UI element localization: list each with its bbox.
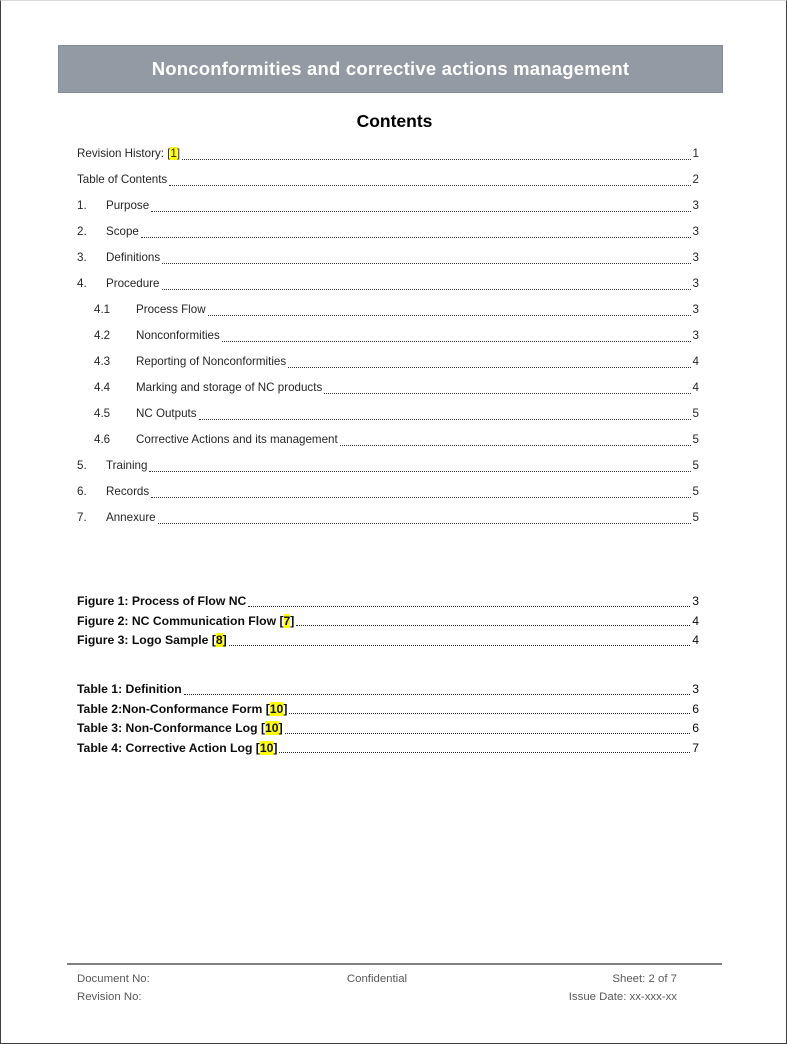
toc-page-number: 3 bbox=[692, 277, 699, 290]
confidential-label: Confidential bbox=[346, 973, 408, 985]
toc-entry-label: Reporting of Nonconformities bbox=[136, 355, 287, 368]
toc-entry-corrective-actions[interactable] bbox=[77, 427, 699, 453]
toc-entry-label: Revision History: [1] bbox=[77, 147, 181, 160]
list-of-tables bbox=[77, 680, 699, 758]
figure-entry-label: Figure 3: Logo Sample [8] bbox=[77, 633, 227, 648]
dot-leader bbox=[199, 419, 691, 420]
table-entry-4[interactable] bbox=[77, 739, 699, 759]
highlight: 10 bbox=[269, 701, 284, 716]
dot-leader bbox=[296, 625, 690, 626]
toc-page-number: 5 bbox=[692, 433, 699, 446]
revision-no-label: Revision No: bbox=[77, 991, 142, 1003]
toc-page-number: 1 bbox=[692, 147, 699, 160]
toc-entry-definitions[interactable] bbox=[77, 245, 699, 271]
toc-page-number: 3 bbox=[692, 251, 699, 264]
dot-leader bbox=[169, 185, 690, 186]
toc-entry-number: 4.1 bbox=[94, 303, 111, 316]
highlight: 8 bbox=[215, 633, 223, 648]
toc-page-number: 4 bbox=[692, 381, 699, 394]
toc-entry-label: Scope bbox=[106, 225, 139, 238]
toc-entry-records[interactable] bbox=[77, 479, 699, 505]
table-entry-2[interactable] bbox=[77, 700, 699, 720]
footer-left bbox=[77, 970, 277, 1006]
toc-entry-label: NC Outputs bbox=[136, 407, 197, 420]
toc-page-number: 5 bbox=[692, 407, 699, 420]
toc-entry-marking-and-storage[interactable] bbox=[77, 375, 699, 401]
dot-leader bbox=[229, 645, 691, 646]
figure-entry-label: Figure 1: Process of Flow NC bbox=[77, 594, 247, 608]
toc-page-number: 3 bbox=[692, 199, 699, 212]
toc-entry-label: Training bbox=[106, 459, 148, 472]
toc-entry-number: 7. bbox=[77, 511, 87, 524]
toc-page-number: 5 bbox=[692, 459, 699, 472]
dot-leader bbox=[162, 289, 691, 290]
highlight: 1 bbox=[170, 147, 177, 160]
highlight: 7 bbox=[283, 613, 291, 628]
figure-entry-label: Figure 2: NC Communication Flow [7] bbox=[77, 613, 295, 628]
table-page-number: 6 bbox=[692, 701, 699, 716]
toc-entry-number: 4.2 bbox=[94, 329, 111, 342]
toc-page-number: 4 bbox=[692, 355, 699, 368]
issue-date: Issue Date: xx-xxx-xx bbox=[568, 991, 677, 1003]
dot-leader bbox=[149, 471, 690, 472]
sheet-number: Sheet: 2 of 7 bbox=[612, 973, 677, 985]
toc-entry-number: 2. bbox=[77, 225, 87, 238]
toc-entry-training[interactable] bbox=[77, 453, 699, 479]
figure-page-number: 4 bbox=[692, 633, 699, 648]
toc-entry-number: 1. bbox=[77, 199, 87, 212]
toc-entry-label: Nonconformities bbox=[136, 329, 220, 342]
toc-page-number: 5 bbox=[692, 485, 699, 498]
table-page-number: 7 bbox=[692, 740, 699, 755]
dot-leader bbox=[162, 263, 690, 264]
dot-leader bbox=[184, 694, 690, 695]
figure-page-number: 4 bbox=[692, 613, 699, 628]
toc-entry-nonconformities[interactable] bbox=[77, 323, 699, 349]
dot-leader bbox=[208, 315, 691, 316]
dot-leader bbox=[340, 445, 691, 446]
dot-leader bbox=[141, 237, 691, 238]
toc-page-number: 3 bbox=[692, 225, 699, 238]
toc-entry-number: 5. bbox=[77, 459, 87, 472]
toc-entry-revision-history[interactable] bbox=[77, 141, 699, 167]
figure-entry-3[interactable] bbox=[77, 631, 699, 651]
table-entry-label: Table 4: Corrective Action Log [10] bbox=[77, 740, 278, 755]
dot-leader bbox=[158, 523, 691, 524]
footer-divider bbox=[67, 963, 722, 965]
toc-page-number: 2 bbox=[692, 173, 699, 186]
toc-entry-label: Definitions bbox=[106, 251, 161, 264]
dot-leader bbox=[151, 497, 690, 498]
toc-entry-label: Annexure bbox=[106, 511, 156, 524]
toc-entry-label: Records bbox=[106, 485, 150, 498]
toc-entry-number: 4.6 bbox=[94, 433, 111, 446]
toc-entry-label: Procedure bbox=[106, 277, 160, 290]
toc-entry-number: 4.3 bbox=[94, 355, 111, 368]
footer-right bbox=[477, 970, 677, 1006]
toc-entry-scope[interactable] bbox=[77, 219, 699, 245]
dot-leader bbox=[285, 733, 691, 734]
page-footer bbox=[77, 970, 677, 1006]
dot-leader bbox=[222, 341, 691, 342]
highlight: 10 bbox=[265, 721, 279, 736]
toc-entry-nc-outputs[interactable] bbox=[77, 401, 699, 427]
table-entry-label: Table 1: Definition bbox=[77, 682, 182, 696]
table-entry-label: Table 3: Non-Conformance Log [10] bbox=[77, 721, 283, 736]
toc-entry-number: 4. bbox=[77, 277, 87, 290]
toc-entry-reporting-of-nonconformities[interactable] bbox=[77, 349, 699, 375]
toc-entry-number: 4.4 bbox=[94, 381, 111, 394]
toc-entry-process-flow[interactable] bbox=[77, 297, 699, 323]
table-of-contents bbox=[77, 141, 699, 531]
toc-entry-label: Corrective Actions and its management bbox=[136, 433, 338, 446]
table-page-number: 6 bbox=[692, 721, 699, 736]
toc-entry-purpose[interactable] bbox=[77, 193, 699, 219]
toc-page-number: 3 bbox=[692, 303, 699, 316]
toc-entry-procedure[interactable] bbox=[77, 271, 699, 297]
dot-leader bbox=[288, 367, 690, 368]
dot-leader bbox=[182, 159, 690, 160]
document-no-label: Document No: bbox=[77, 973, 150, 985]
footer-center bbox=[277, 970, 477, 1006]
list-of-figures bbox=[77, 592, 699, 651]
table-page-number: 3 bbox=[692, 682, 699, 696]
dot-leader bbox=[289, 713, 690, 714]
toc-page-number: 3 bbox=[692, 329, 699, 342]
toc-entry-table-of-contents[interactable] bbox=[77, 167, 699, 193]
toc-entry-number: 3. bbox=[77, 251, 87, 264]
highlight: 10 bbox=[259, 740, 274, 755]
toc-entry-number: 6. bbox=[77, 485, 87, 498]
toc-entry-annexure[interactable] bbox=[77, 505, 699, 531]
document-title: Nonconformities and corrective actions management bbox=[151, 58, 630, 79]
toc-entry-label: Table of Contents bbox=[77, 173, 168, 186]
table-entry-3[interactable] bbox=[77, 719, 699, 739]
toc-page-number: 5 bbox=[692, 511, 699, 524]
toc-entry-label: Process Flow bbox=[136, 303, 206, 316]
figure-entry-1[interactable] bbox=[77, 592, 699, 612]
toc-entry-label: Purpose bbox=[106, 199, 150, 212]
toc-entry-number: 4.5 bbox=[94, 407, 111, 420]
dot-leader bbox=[279, 752, 690, 753]
dot-leader bbox=[248, 606, 690, 607]
dot-leader bbox=[151, 211, 690, 212]
contents-heading: Contents bbox=[356, 111, 433, 131]
toc-entry-label: Marking and storage of NC products bbox=[136, 381, 323, 394]
document-title-banner bbox=[58, 45, 723, 93]
dot-leader bbox=[324, 393, 690, 394]
table-entry-label: Table 2:Non-Conformance Form [10] bbox=[77, 701, 288, 716]
figure-entry-2[interactable] bbox=[77, 612, 699, 632]
table-entry-1[interactable] bbox=[77, 680, 699, 700]
figure-page-number: 3 bbox=[692, 594, 699, 608]
